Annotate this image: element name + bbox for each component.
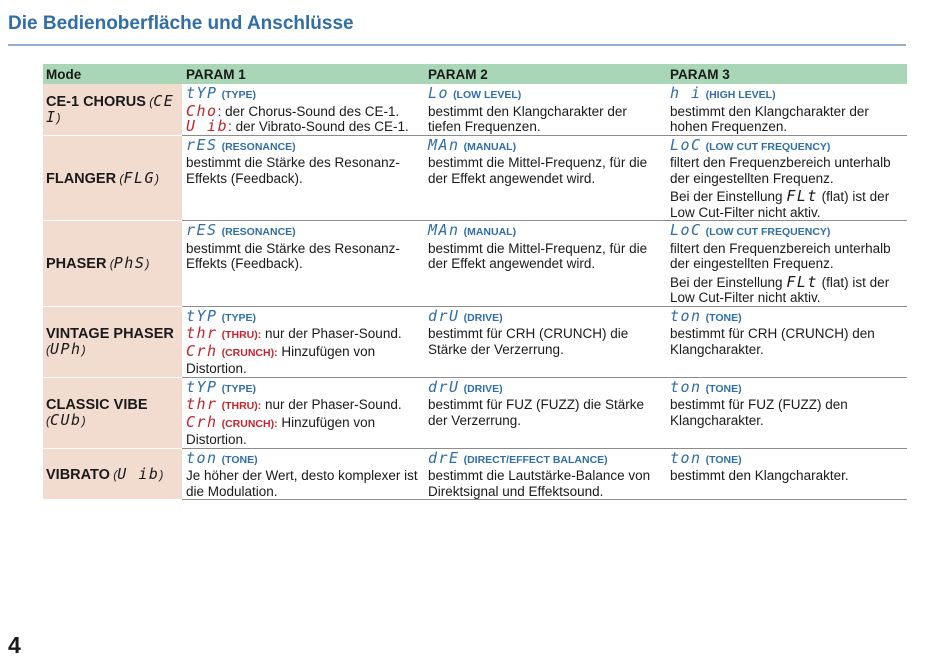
- param-label: (RESONANCE): [221, 226, 296, 238]
- param-heading: [428, 377, 662, 398]
- mode-display-code: U ib: [117, 464, 160, 483]
- param2-cell: [424, 135, 666, 221]
- mode-cell: [43, 135, 182, 221]
- option-label: (THRU):: [221, 329, 262, 341]
- param2-cell: [424, 84, 666, 135]
- param1-cell: [182, 377, 424, 448]
- param-label: (LOW LEVEL): [453, 89, 522, 101]
- mode-display-code: CUb: [50, 411, 82, 429]
- param-description: bestimmt den Klangcharakter.: [670, 468, 849, 483]
- note-text: Bei der Einstellung: [670, 189, 787, 204]
- mode-abbreviation: (CE I): [46, 91, 175, 127]
- mode-name: CLASSIC VIBE: [46, 396, 148, 413]
- param-heading: [186, 135, 420, 156]
- option-code: thr: [186, 395, 218, 413]
- param-description: bestimmt für FUZ (FUZZ) den Klangcharakter.: [670, 397, 848, 428]
- param-label: (TONE): [705, 453, 742, 466]
- param-description: bestimmt für CRH (CRUNCH) die Stärke der Verzerrung.: [428, 326, 629, 357]
- param-label: (LOW CUT FREQUENCY): [705, 140, 831, 153]
- option-code: U ib: [186, 117, 229, 135]
- mode-abbreviation: (PhS): [106, 254, 150, 272]
- param1-cell: [182, 135, 424, 221]
- mode-parameter-table: [43, 64, 907, 500]
- option-line: [186, 412, 420, 448]
- param-label: (RESONANCE): [221, 140, 296, 153]
- mode-cell: [43, 84, 182, 135]
- mode-abbreviation: (U ib): [109, 464, 164, 483]
- mode-display-code: PhS: [113, 254, 146, 272]
- param-description: bestimmt die Stärke des Resonanz-Effekts (Feedback).: [186, 240, 400, 271]
- mode-cell: [43, 221, 182, 307]
- param2-cell: [424, 221, 666, 307]
- option-line: [186, 326, 420, 344]
- param3-cell: [666, 84, 907, 135]
- param-description: filtert den Frequenzbereich unterhalb der eingestellten Frequenz.: [670, 155, 891, 186]
- display-code: ton: [186, 448, 218, 467]
- display-code: drU: [428, 377, 460, 396]
- note-text: Bei der Einstellung: [670, 274, 787, 290]
- param2-cell: [424, 448, 666, 500]
- option-code: Crh: [186, 412, 218, 431]
- param-label: (TYPE): [221, 382, 257, 395]
- param-label: (LOW CUT FREQUENCY): [705, 226, 831, 238]
- display-code: tYP: [186, 377, 218, 396]
- param-heading: [670, 223, 903, 241]
- param-heading: [186, 377, 420, 398]
- option-code: Cho: [186, 101, 218, 120]
- param-description: bestimmt die Stärke des Resonanz-Effekts (Feedback).: [186, 155, 400, 186]
- param-heading: [186, 448, 420, 469]
- mode-name: CE-1 CHORUS: [46, 93, 146, 110]
- table-row: [43, 84, 907, 135]
- display-code: rES: [186, 221, 218, 239]
- option-separator: :: [228, 119, 232, 134]
- option-description: der Chorus-Sound des CE-1.: [221, 103, 400, 119]
- display-code: ton: [670, 448, 702, 467]
- option-line: [186, 397, 420, 415]
- param-heading: [428, 223, 662, 241]
- param-label: (MANUAL): [463, 140, 517, 153]
- mode-cell: [43, 448, 182, 500]
- mode-abbreviation: (UPh): [46, 340, 86, 358]
- mode-name: PHASER: [46, 256, 107, 272]
- param3-cell: [666, 221, 907, 307]
- option-line: [186, 119, 420, 135]
- display-code: MAn: [428, 135, 460, 154]
- header-param1: PARAM 1: [182, 64, 424, 84]
- header-mode: Mode: [43, 64, 182, 84]
- mode-name: VIBRATO: [46, 466, 110, 483]
- display-code: LoC: [670, 135, 702, 154]
- option-description: Hinzufügen von Distortion.: [186, 343, 376, 376]
- option-label: (CRUNCH):: [221, 417, 278, 430]
- param-heading: [428, 306, 662, 327]
- mode-abbreviation: (FLG): [116, 168, 160, 187]
- display-code: ton: [670, 377, 702, 396]
- param-label: (TONE): [705, 311, 742, 324]
- page-title: Die Bedienoberfläche und Anschlüsse: [8, 13, 354, 34]
- param-heading: [428, 135, 662, 156]
- header-param2: PARAM 2: [424, 64, 666, 84]
- display-code: h i: [670, 84, 702, 102]
- mode-cell: [43, 306, 182, 377]
- display-code: MAn: [428, 221, 460, 239]
- display-code: drE: [428, 448, 460, 467]
- param-description: filtert den Frequenzbereich unterhalb der eingestellten Frequenz.: [670, 240, 891, 271]
- table-row: [43, 221, 907, 307]
- param1-cell: [182, 306, 424, 377]
- option-label: (THRU):: [221, 400, 262, 412]
- param-description: bestimmt für FUZ (FUZZ) die Stärke der Verzerrung.: [428, 397, 645, 428]
- option-code: Crh: [186, 341, 218, 360]
- param-label: (TYPE): [221, 311, 257, 324]
- param-label: (DRIVE): [463, 382, 503, 395]
- option-separator: :: [217, 103, 222, 119]
- page-number: 4: [8, 632, 21, 658]
- param-description: Je höher der Wert, desto komplexer ist die Modulation.: [186, 468, 418, 499]
- option-description: nur der Phaser-Sound.: [261, 397, 402, 412]
- table-row: [43, 135, 907, 221]
- option-description: Hinzufügen von Distortion.: [186, 414, 376, 447]
- mode-display-code: FLG: [123, 168, 156, 187]
- table-row: [43, 448, 907, 500]
- param-heading: [670, 86, 903, 104]
- mode-display-code: CE I: [46, 91, 175, 127]
- header-param3: PARAM 3: [666, 64, 907, 84]
- display-code: tYP: [186, 84, 218, 102]
- display-code: ton: [670, 306, 702, 325]
- param-description: bestimmt den Klangcharakter der tiefen Frequenzen.: [428, 103, 627, 134]
- param2-cell: [424, 377, 666, 448]
- option-line: [186, 341, 420, 377]
- param-description: bestimmt die Mittel-Frequenz, für die der Effekt angewendet wird.: [428, 155, 648, 186]
- note-code: FLt: [786, 272, 818, 291]
- mode-name: FLANGER: [46, 170, 117, 187]
- table-header-row: [43, 64, 907, 84]
- note-text: (flat) ist der Low Cut-Filter nicht aktiv.: [670, 274, 890, 305]
- param-description: bestimmt die Lautstärke-Balance von Direktsignal und Effektsound.: [428, 468, 651, 499]
- param-label: (MANUAL): [463, 226, 517, 238]
- note-code: FLt: [786, 187, 818, 205]
- param-heading: [670, 377, 903, 398]
- table-row: [43, 306, 907, 377]
- param-description: bestimmt die Mittel-Frequenz, für die der Effekt angewendet wird.: [428, 240, 648, 271]
- option-label: (CRUNCH):: [221, 346, 278, 359]
- param1-cell: [182, 221, 424, 307]
- param1-cell: [182, 84, 424, 135]
- param-note: [670, 189, 903, 220]
- display-code: rES: [186, 135, 218, 154]
- param-label: (TONE): [221, 453, 258, 466]
- param-description: bestimmt den Klangcharakter der hohen Frequenzen.: [670, 103, 869, 134]
- param3-cell: [666, 448, 907, 500]
- param3-cell: [666, 135, 907, 221]
- option-description: nur der Phaser-Sound.: [261, 326, 402, 341]
- param2-cell: [424, 306, 666, 377]
- option-description: der Vibrato-Sound des CE-1.: [231, 119, 409, 134]
- param3-cell: [666, 377, 907, 448]
- param-heading: [428, 448, 662, 469]
- param-description: bestimmt für CRH (CRUNCH) den Klangcharakter.: [670, 326, 875, 357]
- param-heading: [428, 86, 662, 104]
- param-label: (TYPE): [221, 89, 257, 101]
- title-divider: [8, 44, 906, 46]
- mode-name: VINTAGE PHASER: [46, 325, 174, 342]
- mode-cell: [43, 377, 182, 448]
- param-heading: [670, 448, 903, 469]
- param-label: (DRIVE): [463, 311, 503, 324]
- param-heading: [186, 86, 420, 104]
- param-label: (HIGH LEVEL): [705, 89, 776, 101]
- table-row: [43, 377, 907, 448]
- display-code: Lo: [428, 84, 450, 102]
- mode-display-code: UPh: [50, 340, 82, 358]
- param-label: (TONE): [705, 382, 742, 395]
- display-code: tYP: [186, 306, 218, 325]
- option-code: thr: [186, 324, 218, 342]
- param1-cell: [182, 448, 424, 500]
- param3-cell: [666, 306, 907, 377]
- param-heading: [670, 135, 903, 156]
- display-code: drU: [428, 306, 460, 325]
- note-text: (flat) ist der Low Cut-Filter nicht aktiv.: [670, 189, 890, 220]
- display-code: LoC: [670, 221, 702, 239]
- param-label: (DIRECT/EFFECT BALANCE): [463, 453, 608, 466]
- param-heading: [670, 306, 903, 327]
- param-note: [670, 272, 903, 306]
- mode-abbreviation: (CUb): [46, 411, 86, 429]
- param-heading: [186, 223, 420, 241]
- param-heading: [186, 306, 420, 327]
